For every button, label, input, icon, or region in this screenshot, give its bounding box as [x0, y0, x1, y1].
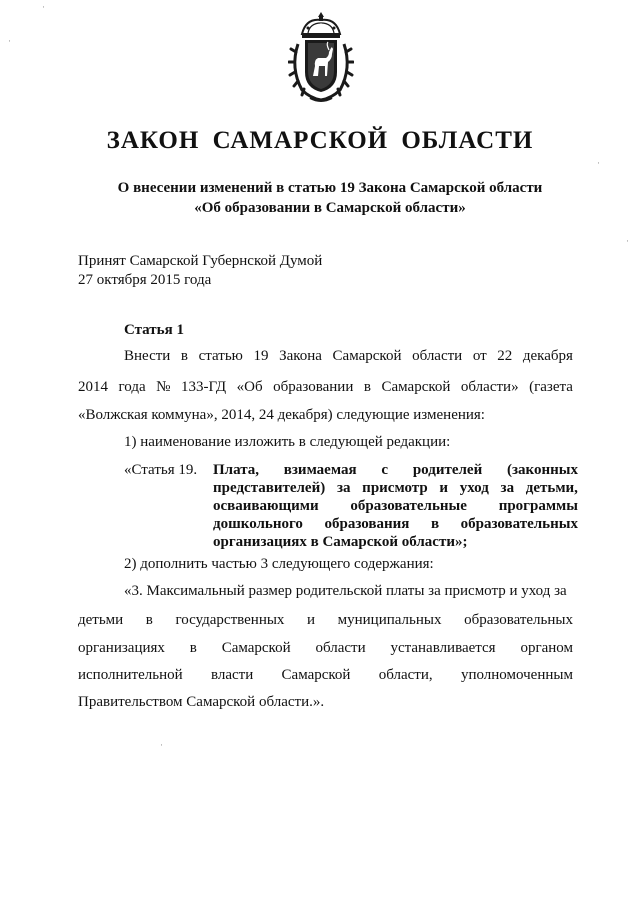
word: (законных — [507, 462, 578, 478]
new-title-line: организациях в Самарской области»; — [213, 534, 468, 550]
word: образовании — [273, 379, 354, 395]
new-title-line — [213, 498, 578, 515]
new-title-line — [213, 480, 578, 497]
word: 2014 — [78, 379, 108, 395]
adoption-date: 27 октября 2015 года — [78, 272, 212, 288]
scan-mark: · — [597, 158, 600, 168]
word: образования — [324, 516, 410, 532]
word: образовательные — [350, 498, 467, 514]
word: Плата, — [213, 462, 259, 478]
adopted-by: Принят Самарской Губернской Думой — [78, 253, 323, 269]
word: от — [472, 348, 487, 364]
word: с — [381, 462, 389, 478]
word: «Об — [236, 379, 263, 395]
paragraph-line — [78, 640, 573, 657]
word: 22 — [497, 348, 513, 364]
new-article-label: «Статья 19. — [124, 462, 198, 478]
scan-mark: · — [42, 2, 45, 12]
word: программы — [498, 498, 578, 514]
scan-mark: · — [160, 740, 163, 750]
word: присмотр — [362, 480, 428, 496]
word: родителей — [412, 462, 483, 478]
word: за — [500, 480, 515, 496]
paragraph-line: «Волжская коммуна», 2014, 24 декабря) следующие изменения: — [78, 407, 485, 423]
word: уход — [459, 480, 489, 496]
paragraph-line — [78, 612, 573, 629]
scan-mark: · — [8, 36, 11, 46]
word: власти — [210, 667, 254, 683]
word: области» — [460, 379, 519, 395]
paragraph-line — [78, 667, 573, 684]
word: муниципальных — [337, 612, 442, 628]
word: Закона — [279, 348, 322, 364]
word: № — [156, 379, 171, 395]
word: исполнительной — [78, 667, 183, 683]
word: в — [430, 516, 440, 532]
word: Самарской — [332, 348, 402, 364]
word: в — [180, 348, 188, 364]
word: года — [118, 379, 146, 395]
word: Самарской — [281, 667, 351, 683]
word: представителей) — [213, 480, 326, 496]
word: Самарской — [381, 379, 451, 395]
article-heading: Статья 1 — [124, 322, 184, 338]
word: Внести — [124, 348, 171, 364]
paragraph-line: Правительством Самарской области.». — [78, 694, 325, 710]
word: и — [439, 480, 449, 496]
paragraph-line: «3. Максимальный размер родительской платы за присмотр и уход за — [124, 583, 567, 599]
word: образовательных — [464, 612, 573, 628]
word: устанавливается — [390, 640, 496, 656]
word: области, — [378, 667, 433, 683]
word: детьми — [78, 612, 124, 628]
word: и — [307, 612, 316, 628]
item-1-text: 1) наименование изложить в следующей редакции: — [124, 434, 451, 450]
word: государственных — [175, 612, 285, 628]
word: взимаемая — [283, 462, 357, 478]
word: в — [363, 379, 371, 395]
law-title: ЗАКОН САМАРСКОЙ ОБЛАСТИ — [106, 127, 534, 154]
word: в — [189, 640, 197, 656]
paragraph-line — [124, 348, 573, 365]
word: декабря — [522, 348, 573, 364]
word: области — [412, 348, 463, 364]
new-title-line — [213, 516, 578, 533]
item-2-text: 2) дополнить частью 3 следующего содержания: — [124, 556, 434, 572]
word: детьми, — [525, 480, 578, 496]
new-title-line — [213, 462, 578, 479]
word: статью — [198, 348, 243, 364]
word: за — [336, 480, 351, 496]
word: образовательных — [460, 516, 578, 532]
law-subtitle-line-2: «Об образовании в Самарской области» — [194, 200, 466, 216]
word: (газета — [529, 379, 573, 395]
word: дошкольного — [213, 516, 303, 532]
samara-coat-of-arms-icon — [288, 10, 354, 104]
scan-mark: · — [626, 236, 629, 246]
word: 133-ГД — [181, 379, 227, 395]
paragraph-line — [78, 379, 573, 396]
word: в — [145, 612, 153, 628]
word: органом — [520, 640, 573, 656]
law-subtitle-line-1: О внесении изменений в статью 19 Закона Самарской области — [117, 180, 543, 196]
word: 19 — [253, 348, 269, 364]
word: осваивающими — [213, 498, 319, 514]
word: организациях — [78, 640, 165, 656]
word: Самарской — [221, 640, 291, 656]
word: уполномоченным — [460, 667, 573, 683]
word: области — [315, 640, 366, 656]
